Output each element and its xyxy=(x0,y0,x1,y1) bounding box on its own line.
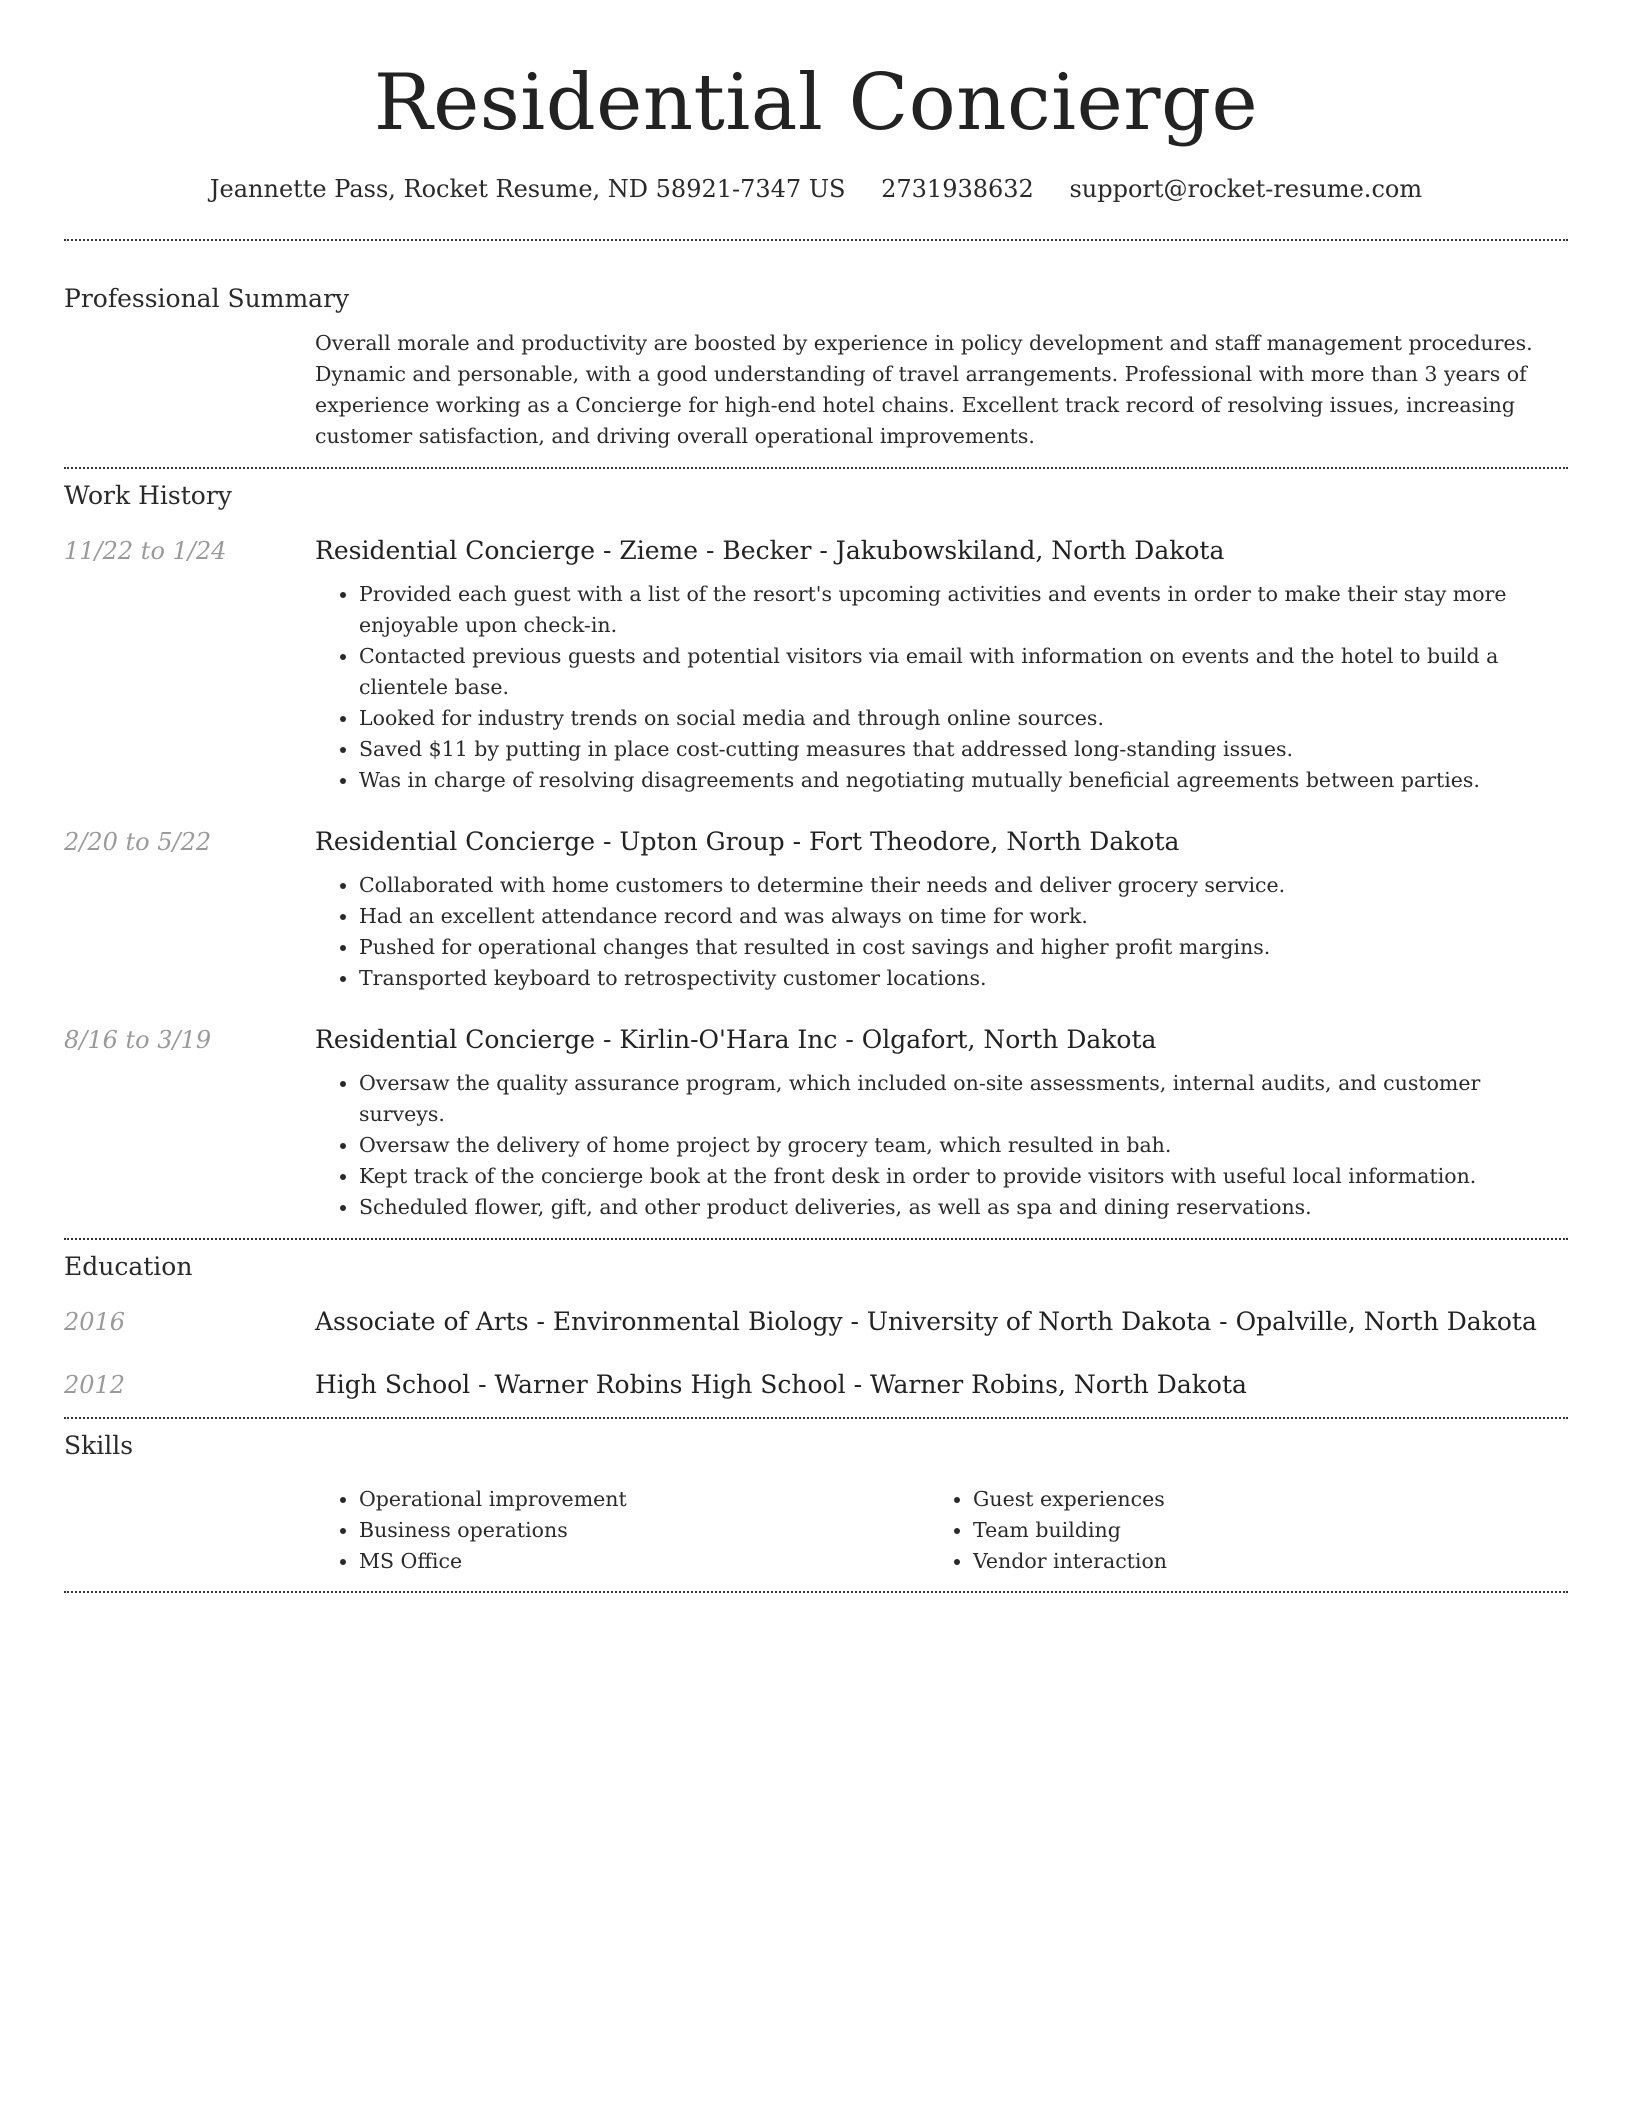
section-title-skills: Skills xyxy=(64,1431,134,1460)
education-year: 2016 xyxy=(64,1308,126,1336)
education-degree: High School xyxy=(315,1370,471,1399)
job-entry xyxy=(64,536,1568,796)
job-dates: 2/20 to 5/22 xyxy=(64,828,212,856)
education-heading xyxy=(315,1370,1247,1399)
list-item: • Provided each guest with a list of the resort's upcoming activities and events in order to make their stay more enjoyable upon check-in. xyxy=(359,579,1568,641)
education-entry xyxy=(64,1370,1568,1399)
skills-list xyxy=(315,1484,1568,1577)
education-heading xyxy=(315,1307,1537,1336)
list-item: • Vendor interaction xyxy=(973,1546,1543,1577)
resume-page xyxy=(64,0,1568,1593)
list-item: • Business operations xyxy=(359,1515,929,1546)
list-item: • Pushed for operational changes that resulted in cost savings and higher profit margins. xyxy=(359,932,1568,963)
skills-column-1 xyxy=(315,1484,929,1577)
list-item: • Operational improvement xyxy=(359,1484,929,1515)
contact-address: Jeannette Pass, Rocket Resume, ND 58921-7347 US xyxy=(209,175,846,203)
job-entry xyxy=(64,827,1568,994)
resume-name: Residential Concierge xyxy=(373,58,1259,148)
skills-column-2 xyxy=(929,1484,1543,1577)
list-item: • Oversaw the quality assurance program, which included on-site assessments, internal audits, and customer surveys. xyxy=(359,1068,1568,1130)
list-item: • Collaborated with home customers to determine their needs and deliver grocery service. xyxy=(359,870,1568,901)
section-title-work: Work History xyxy=(64,481,232,510)
education-entry xyxy=(64,1307,1568,1336)
education-details: - University of North Dakota - Opalville, North Dakota xyxy=(842,1307,1537,1336)
job-heading: Residential Concierge - Upton Group - Fort Theodore, North Dakota xyxy=(315,827,1180,856)
list-item: • Had an excellent attendance record and was always on time for work. xyxy=(359,901,1568,932)
list-item: • Saved $11 by putting in place cost-cutting measures that addressed long-standing issues. xyxy=(359,734,1568,765)
divider xyxy=(64,1238,1568,1240)
job-bullets xyxy=(315,1068,1568,1223)
contact-email: support@rocket-resume.com xyxy=(1069,175,1423,203)
contact-phone: 2731938632 xyxy=(881,175,1034,203)
job-heading: Residential Concierge - Zieme - Becker - Jakubowskiland, North Dakota xyxy=(315,536,1225,565)
divider xyxy=(64,1591,1568,1593)
education-details: - Warner Robins High School - Warner Robins, North Dakota xyxy=(470,1370,1247,1399)
job-dates: 11/22 to 1/24 xyxy=(64,537,227,565)
list-item: • Looked for industry trends on social media and through online sources. xyxy=(359,703,1568,734)
job-dates: 8/16 to 3/19 xyxy=(64,1026,212,1054)
divider xyxy=(64,1417,1568,1419)
education-year: 2012 xyxy=(64,1371,126,1399)
list-item: • Oversaw the delivery of home project by grocery team, which resulted in bah. xyxy=(359,1130,1568,1161)
education-degree: Associate of Arts - Environmental Biology xyxy=(315,1307,843,1336)
list-item: • Transported keyboard to retrospectivity customer locations. xyxy=(359,963,1568,994)
list-item: • Contacted previous guests and potential visitors via email with information on events and the hotel to build a clientele base. xyxy=(359,641,1568,703)
contact-line xyxy=(64,173,1568,205)
list-item: • Was in charge of resolving disagreements and negotiating mutually beneficial agreements between parties. xyxy=(359,765,1568,796)
job-heading: Residential Concierge - Kirlin-O'Hara Inc - Olgafort, North Dakota xyxy=(315,1025,1157,1054)
list-item: • Team building xyxy=(973,1515,1543,1546)
job-bullets xyxy=(315,579,1568,796)
list-item: • Guest experiences xyxy=(973,1484,1543,1515)
section-title-education: Education xyxy=(64,1252,193,1281)
list-item: • Kept track of the concierge book at the front desk in order to provide visitors with useful local information. xyxy=(359,1161,1568,1192)
section-title-summary: Professional Summary xyxy=(64,284,350,313)
list-item: • MS Office xyxy=(359,1546,929,1577)
job-entry xyxy=(64,1025,1568,1223)
divider xyxy=(64,239,1568,241)
list-item: • Scheduled flower, gift, and other product deliveries, as well as spa and dining reservations. xyxy=(359,1192,1568,1223)
divider xyxy=(64,467,1568,469)
job-bullets xyxy=(315,870,1568,994)
summary-text: Overall morale and productivity are boosted by experience in policy development and staff management procedures. Dynamic and personable, with a good understanding of travel arrangements. Professional with more than 3 years of experience working as a Concierge for high-end hotel chains. Excellent track record of resolving issues, increasing customer satisfaction, and driving overall operational improvements. xyxy=(315,331,1533,448)
